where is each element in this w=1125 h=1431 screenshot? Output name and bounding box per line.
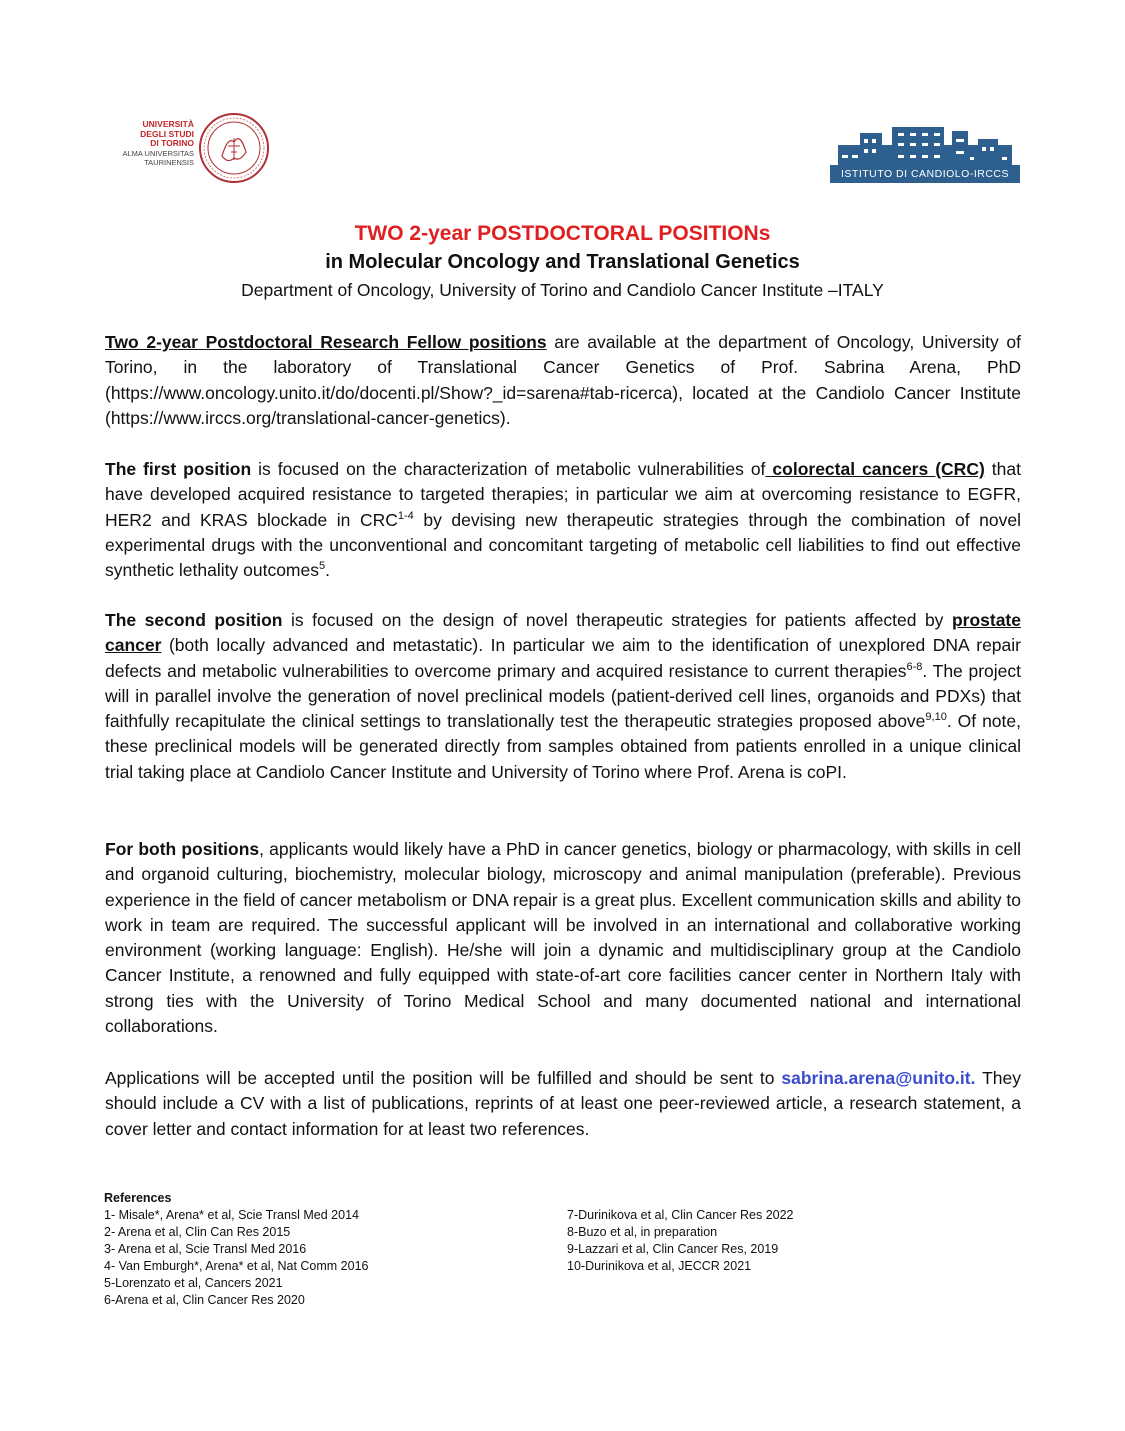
first-position-lead: The first position [105,459,252,479]
citation-9-10: 9,10 [925,711,947,724]
unito-seal-icon [198,112,270,184]
ircc-label: ISTITUTO DI CANDIOLO-IRCCS [830,165,1020,183]
reference-item: 6-Arena et al, Clin Cancer Res 2020 [104,1293,305,1307]
reference-item: 5-Lorenzato et al, Cancers 2021 [104,1276,283,1290]
reference-item: 7-Durinikova et al, Clin Cancer Res 2022 [567,1208,794,1222]
intro-text: are available at the department of Oncology, University of Torino, in the laboratory of Translational Cancer Genetics of Prof. Sabrina Arena, PhD (https://www.oncology.unito.it/do/docenti.pl/Show?_id=sarena#tab-ricerca), located at the Candiolo Cancer Institute (https://www.irccs.org/translational-cancer-genetics). [105,332,1021,428]
reference-item: 8-Buzo et al, in preparation [567,1225,718,1239]
reference-item: 2- Arena et al, Clin Can Res 2015 [104,1225,291,1239]
intro-lead: Two 2-year Postdoctoral Research Fellow positions [105,332,547,352]
ircc-logo [830,125,1020,183]
second-position-text-1: is focused on the design of novel therapeutic strategies for patients affected by [282,610,952,630]
first-position-text-2: that have developed acquired resistance to targeted therapies; in particular we aim at overcoming resistance to EGFR, HER2 and KRAS blockade in CRC [105,459,1021,530]
citation-1-4: 1-4 [397,509,414,522]
intro-paragraph [105,330,1021,431]
both-positions-lead: For both positions [105,839,260,859]
affiliation: Department of Oncology, University of Torino and Candiolo Cancer Institute –ITALY [241,280,884,300]
references-heading: References [104,1191,172,1205]
second-position-text-2: (both locally advanced and metastatic). In particular we aim to the identification of unexplored DNA repair defects and metabolic vulnerabilities to overcome primary and acquired resistance to current therapies [105,635,1021,681]
first-position-paragraph [105,457,1021,583]
references-right [567,1207,794,1275]
reference-item: 3- Arena et al, Scie Transl Med 2016 [104,1242,307,1256]
reference-item: 10-Durinikova et al, JECCR 2021 [567,1259,752,1273]
unito-line-1: UNIVERSITÀ [142,119,194,129]
first-position-text-1: is focused on the characterization of metabolic vulnerabilities of [251,459,766,479]
unito-wordmark [108,120,194,168]
contact-email-link[interactable]: sabrina.arena@unito.it. [781,1068,976,1088]
ircc-building-icon [830,125,1020,167]
second-position-text-4: . Of note, these preclinical models will be generated directly from samples obtained from patients enrolled in a unique clinical trial taking place at Candiolo Cancer Institute and University of Torino where Prof. Arena is coPI. [105,711,1021,782]
unito-line-4: ALMA UNIVERSITAS [122,148,194,158]
page-title: TWO 2-year POSTDOCTORAL POSITIONs [354,222,771,245]
applications-paragraph [105,1066,1021,1142]
unito-line-2: DEGLI STUDI [140,128,194,139]
reference-item: 1- Misale*, Arena* et al, Scie Transl Med 2014 [104,1208,359,1222]
second-position-lead: The second position [105,610,283,630]
first-position-text-3: by devising new therapeutic strategies through the combination of novel experimental drugs with the unconventional and concomitant targeting of metabolic cell liabilities to find out effective synthetic lethality outcomes [105,509,1021,581]
references-left [104,1190,369,1309]
second-position-text-3: . The project will in parallel involve the generation of novel preclinical models (patient-derived cell lines, organoids and PDXs) that faithfully recapitulate the clinical settings to translationally test the therapeutic strategies proposed above [105,660,1021,732]
page-subtitle: in Molecular Oncology and Translational Genetics [325,251,800,273]
applications-text-1: Applications will be accepted until the position will be fulfilled and should be sent to [105,1068,782,1088]
unito-logo [108,112,276,184]
prostate-cancer-term: prostate cancer [105,610,1021,656]
second-position-paragraph [105,608,1021,785]
unito-line-3: DI TORINO [150,138,194,148]
applications-text-2: They should include a CV with a list of publications, reprints of at least one peer-reviewed article, a research statement, a cover letter and contact information for at least two references. [105,1068,1021,1139]
reference-item: 4- Van Emburgh*, Arena* et al, Nat Comm 2016 [104,1259,369,1273]
both-positions-paragraph [105,837,1021,1039]
colorectal-cancer-term: colorectal cancers (CRC) [765,459,985,479]
citation-6-8: 6-8 [906,660,923,673]
first-position-text-4: . [325,560,330,581]
citation-5: 5 [319,560,326,573]
reference-item: 9-Lazzari et al, Clin Cancer Res, 2019 [567,1242,779,1256]
both-positions-text: , applicants would likely have a PhD in cancer genetics, biology or pharmacology, with skills in cell and organoid culturing, biochemistry, molecular biology, microscopy and animal manipulation (preferable). Previous experience in the field of cancer metabolism or DNA repair is a great plus. Excellent communication skills and ability to work in team are required. The successful applicant will be involved in an international and collaborative working environment (working language: English). He/she will join a dynamic and multidisciplinary group at the Candiolo Cancer Institute, a renowned and fully equipped with state-of-art core facilities cancer center in Northern Italy with strong ties with the University of Torino Medical School and many documented national and international collaborations. [105,839,1022,1037]
unito-line-5: TAURINENSIS [144,158,194,167]
